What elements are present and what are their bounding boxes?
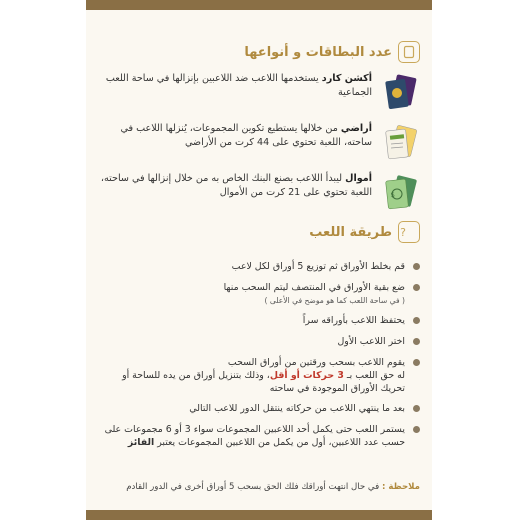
bullet-icon bbox=[413, 426, 420, 433]
card-type-action bbox=[98, 72, 420, 112]
bottom-border-bar bbox=[86, 510, 432, 520]
svg-text:$: $ bbox=[390, 191, 395, 199]
list-item: يحتفظ اللاعب بأوراقه سراً bbox=[98, 314, 420, 327]
money-card-description: أموال ليبدأ اللاعب بصنع البنك الخاص به من خلال إنزالها في ساحته، اللعبة تحتوي على 21 كرت من الأموال bbox=[100, 173, 372, 198]
card-type-land bbox=[98, 122, 420, 162]
land-cards-icon bbox=[380, 122, 420, 162]
list-item: قم بخلط الأوراق ثم توزيع 5 أوراق لكل لاعب bbox=[98, 260, 420, 273]
land-card-description: أراضي من خلالها يستطيع تكوين المجموعات، يُنزلها اللاعب في ساحته، اللعبة تحتوي على 44 كرت من الأراضي bbox=[120, 123, 372, 148]
list-item: بعد ما ينتهي اللاعب من حركاته ينتقل الدور للاعب التالي bbox=[98, 402, 420, 415]
moves-limit-highlight: 3 حركات أو أقل bbox=[269, 370, 344, 381]
bullet-icon bbox=[413, 263, 420, 270]
land-card-name: أراضي bbox=[340, 123, 372, 134]
card-type-money bbox=[98, 172, 420, 212]
cards-section-title: عدد البطاقات و أنواعها bbox=[244, 44, 392, 60]
top-border-bar bbox=[86, 0, 432, 10]
card-outline-icon bbox=[398, 41, 420, 63]
bullet-icon bbox=[413, 284, 420, 291]
bullet-icon bbox=[413, 317, 420, 324]
cards-section-header bbox=[244, 40, 420, 64]
list-item: يستمر اللعب حتى يكمل أحد اللاعبين المجموعات سواء 3 أو 6 مجموعات على حسب عدد اللاعبين، أول من يكمل من اللاعبين المجموعات يعتبر الفائز bbox=[98, 423, 420, 449]
list-item: اختر اللاعب الأول bbox=[98, 335, 420, 348]
gameplay-section-header bbox=[309, 220, 420, 244]
bullet-icon bbox=[413, 359, 420, 366]
footnote bbox=[98, 482, 420, 492]
action-card-description: أكشن كارد يستخدمها اللاعب ضد اللاعبين بإنزالها في ساحة اللعب الجماعية bbox=[105, 73, 372, 98]
note-label: ملاحظة : bbox=[381, 482, 420, 492]
money-card-name: أموال bbox=[345, 173, 372, 184]
gameplay-steps-list bbox=[98, 260, 420, 449]
bullet-icon bbox=[413, 405, 420, 412]
gameplay-section-title: طريقة اللعب bbox=[309, 224, 392, 240]
action-cards-icon bbox=[380, 72, 420, 112]
bullet-icon bbox=[413, 338, 420, 345]
money-cards-icon bbox=[380, 172, 420, 212]
rules-page bbox=[86, 10, 432, 510]
svg-text:?: ? bbox=[400, 226, 406, 239]
question-icon bbox=[398, 221, 420, 243]
action-card-name: أكشن كارد bbox=[321, 73, 372, 84]
note-text: في حال انتهت أوراقك فلك الحق بسحب 5 أوراق أخرى في الدور القادم bbox=[126, 482, 382, 492]
list-item: يقوم اللاعب بسحب ورقتين من أوراق السحب له حق اللعب بـ 3 حركات أو أقل، وذلك بتنزيل أوراق من يده للساحة أو تحريك الأوراق الموجودة في ساحته bbox=[98, 356, 420, 395]
winner-label: الفائز bbox=[127, 437, 155, 448]
list-item: ضع بقية الأوراق في المنتصف ليتم السحب منها ( في ساحة اللعب كما هو موضح في الأعلى ) bbox=[98, 281, 420, 307]
